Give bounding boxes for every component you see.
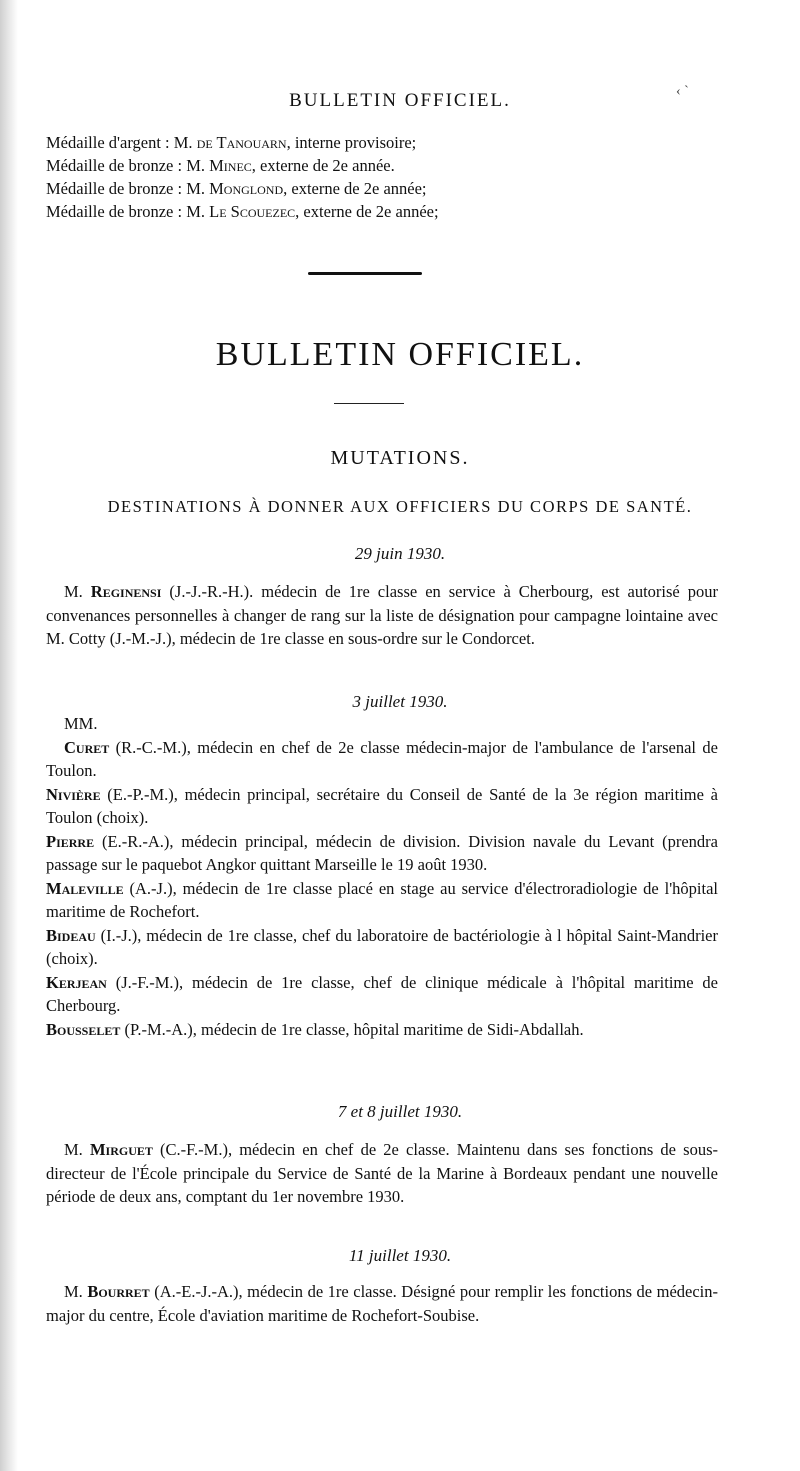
medal-list [46, 131, 766, 223]
medal-detail: , externe de 2e année; [295, 202, 439, 221]
title-divider [334, 403, 404, 404]
officer-name: Mirguet [89, 1140, 153, 1159]
recipient-name: de Tanouarn [196, 133, 287, 152]
mutation-entry [46, 1280, 718, 1327]
mutation-entry [46, 783, 718, 830]
mutation-entry [46, 1138, 718, 1209]
section-subtitle: DESTINATIONS À DONNER AUX OFFICIERS DU CORPS DE SANTÉ. [107, 497, 693, 516]
entry-prefix: M. [64, 582, 91, 601]
officer-name: Bideau [46, 925, 96, 945]
entry-prefix: M. [64, 1140, 90, 1159]
officer-name: Nivière [46, 784, 101, 804]
entry-text: (E.-P.-M.), médecin principal, secrétaire du Conseil de Santé de la 3e région maritime à Toulon (choix). [46, 784, 718, 827]
medal-detail: , interne provisoire; [286, 133, 417, 152]
mutation-block-june29 [46, 580, 718, 651]
medal-label: Médaille d'argent : M. [46, 133, 197, 152]
date-heading: 3 juillet 1930. [352, 692, 448, 711]
entry-text: (I.-J.), médecin de 1re classe, chef du laboratoire de bactériologie à l hôpital Saint-Mandrier (choix). [46, 925, 718, 968]
medal-line [46, 200, 766, 223]
mm-heading: MM. [64, 714, 98, 733]
officer-name: Pierre [46, 831, 95, 851]
entry-text: (C.-F.-M.), médecin en chef de 2e classe. Maintenu dans ses fonctions de sous-directeur de l'École principale du Service de Santé de la Marine à Bordeaux pendant une nouvelle période de deux ans, comptant du 1er novembre 1930. [46, 1140, 719, 1206]
entry-text: (P.-M.-A.), médecin de 1re classe, hôpital maritime de Sidi-Abdallah. [120, 1019, 584, 1039]
corner-mark: ‹ ` [676, 84, 689, 99]
entry-text: (A.-J.), médecin de 1re classe placé en stage au service d'électroradiologie de l'hôpital maritime de Rochefort. [46, 878, 718, 921]
mutation-entry [46, 580, 718, 651]
officer-name: Bourret [87, 1282, 150, 1301]
section-title: MUTATIONS. [330, 447, 470, 469]
mutation-entry [46, 1018, 718, 1042]
officer-name: Kerjean [46, 972, 107, 992]
date-heading: 11 juillet 1930. [348, 1246, 452, 1265]
officer-name: Bousselet [46, 1019, 121, 1039]
officer-name: Curet [64, 737, 110, 757]
running-head: BULLETIN OFFICIEL. [289, 90, 511, 111]
entry-text: (E.-R.-A.), médecin principal, médecin de division. Division navale du Levant (prendra passage sur le paquebot Angkor quittant Marseille le 19 août 1930. [46, 831, 718, 874]
entry-text: (R.-C.-M.), médecin en chef de 2e classe médecin-major de l'ambulance de l'arsenal de Toulon. [46, 737, 718, 780]
medal-line [46, 131, 766, 154]
mutation-entry [46, 971, 718, 1018]
recipient-name: Minec [209, 156, 252, 175]
mutation-block-july11 [46, 1280, 718, 1327]
mutation-block-july78 [46, 1138, 718, 1209]
date-heading: 7 et 8 juillet 1930. [337, 1102, 463, 1121]
medal-label: Médaille de bronze : M. [46, 179, 210, 198]
entry-text: (J.-F.-M.), médecin de 1re classe, chef de clinique médicale à l'hôpital maritime de Cherbourg. [46, 972, 718, 1015]
medal-detail: , externe de 2e année; [283, 179, 427, 198]
officer-name: Maleville [46, 878, 124, 898]
medal-line [46, 154, 766, 177]
entry-text: (J.-J.-R.-H.). médecin de 1re classe en service à Cherbourg, est autorisé pour convenances personnelles à changer de rang sur la liste de désignation pour campagne lointaine avec M. Cotty (J.-M.-J.), médecin de 1re classe en sous-ordre sur le Condorcet. [46, 582, 718, 648]
entry-text: (A.-E.-J.-A.), médecin de 1re classe. Désigné pour remplir les fonctions de médecin-major du centre, École d'aviation maritime de Rochefort-Soubise. [46, 1282, 719, 1325]
officer-name: Reginensi [90, 582, 162, 601]
recipient-name: Le Scouezec [209, 202, 296, 221]
medal-label: Médaille de bronze : M. [46, 156, 210, 175]
date-heading: 29 juin 1930. [354, 544, 446, 563]
main-title: BULLETIN OFFICIEL. [215, 336, 585, 373]
mutation-entry [46, 924, 718, 971]
entry-prefix: M. [64, 1282, 88, 1301]
mutation-block-july3 [46, 712, 718, 1041]
medal-label: Médaille de bronze : M. [46, 202, 210, 221]
mutation-entry [46, 877, 718, 924]
section-divider [308, 272, 422, 275]
mutation-entry [46, 736, 718, 783]
mutation-entry [46, 830, 718, 877]
medal-line [46, 177, 766, 200]
recipient-name: Monglond [209, 179, 284, 198]
medal-detail: , externe de 2e année. [251, 156, 395, 175]
